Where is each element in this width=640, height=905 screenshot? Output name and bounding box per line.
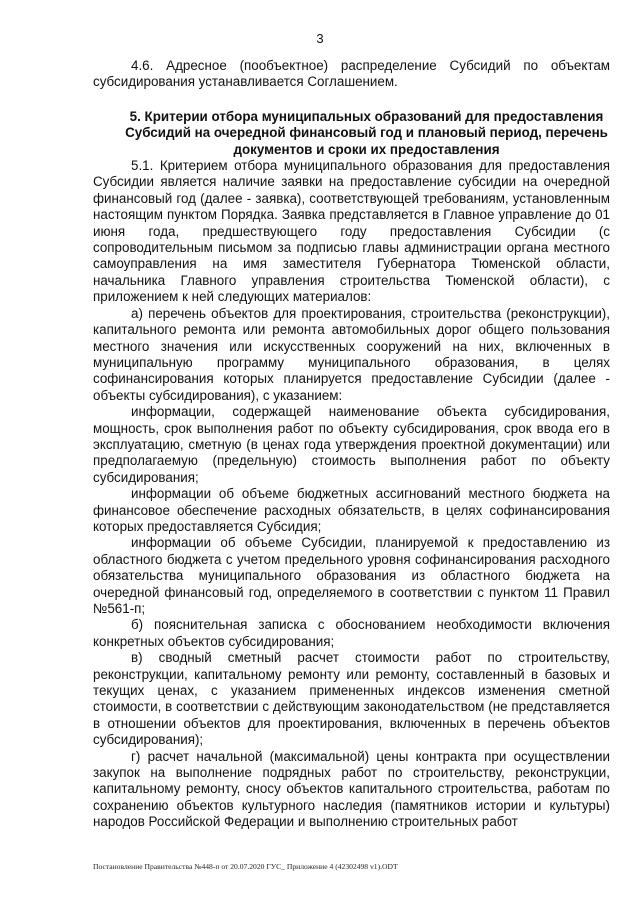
document-body: [93, 58, 610, 831]
paragraph-item-a: а) перечень объектов для проектирования, строительства (реконструкции), капитального ремонта или ремонта автомобильных дорог общего пользования местного значения или искусственных сооружений на них, включенных в муниципальную программу муниципального образования, в целях софинансирования которых планируется предоставление Субсидии (далее - объекты субсидирования), с указанием:: [93, 305, 610, 403]
document-footer: Постановление Правительства №448-п от 20.07.2020 ГУС_ Приложение 4 (42302498 v1).ODT: [93, 862, 398, 871]
paragraph-4-6: 4.6. Адресное (пообъектное) распределение Субсидий по объектам субсидирования устанавливается Соглашением.: [93, 58, 610, 90]
page-number: 3: [316, 31, 324, 46]
paragraph-info-2: информации об объеме бюджетных ассигнований местного бюджета на финансовое обеспечение расходных обязательств, в целях софинансирования которых предоставляется Субсидия;: [93, 486, 610, 534]
paragraph-info-3: информации об объеме Субсидии, планируемой к предоставлению из областного бюджета с учетом предельного уровня софинансирования расходного обязательства муниципального образования из областного бюджета на очередной финансовый год, определяемого в соответствии с пунктом 11 Правил №561-п;: [93, 535, 610, 616]
paragraph-5-1: 5.1. Критерием отбора муниципального образования для предоставления Субсидии является наличие заявки на предоставление субсидии на очередной финансовый год (далее - заявка), соответствующей требованиям, установленным настоящим пунктом Порядка. Заявка представляется в Главное управление до 01 июня года, предшествующего году предоставления Субсидии (с сопроводительным письмом за подписью главы администрации органа местного самоуправления на имя заместителя Губернатора Тюменской области, начальника Главного управления строительства Тюменской области), с приложением к ней следующих материалов:: [93, 158, 610, 305]
paragraph-info-1: информации, содержащей наименование объекта субсидирования, мощность, срок выполнения работ по объекту субсидирования, срок ввода его в эксплуатацию, сметную (в ценах года утверждения проектной документации) или предполагаемую (предельную) стоимость выполнения работ по объекту субсидирования;: [93, 404, 610, 485]
paragraph-item-b: б) пояснительная записка с обоснованием необходимости включения конкретных объектов субсидирования;: [93, 617, 610, 649]
paragraph-item-g: г) расчет начальной (максимальной) цены контракта при осуществлении закупок на выполнение подрядных работ по строительству, реконструкции, капитальному ремонту, сносу объектов капитального строительства, работам по сохранению объектов культурного наследия (памятников истории и культуры) народов Российской Федерации и выполнению строительных работ: [93, 748, 610, 830]
paragraph-item-v: в) сводный сметный расчет стоимости работ по строительству, реконструкции, капитальному ремонту или ремонту, составленный в базовых и текущих ценах, с указанием примененных индексов изменения сметной стоимости, в соответствии с действующим законодательством (не представляется в отношении объектов для проектирования, включенных в перечень объектов субсидирования);: [93, 650, 610, 748]
section-heading: 5. Критерии отбора муниципальных образований для предоставления Субсидий на очередной финансовый год и плановый период, перечень документов и сроки их предоставления: [125, 108, 608, 157]
